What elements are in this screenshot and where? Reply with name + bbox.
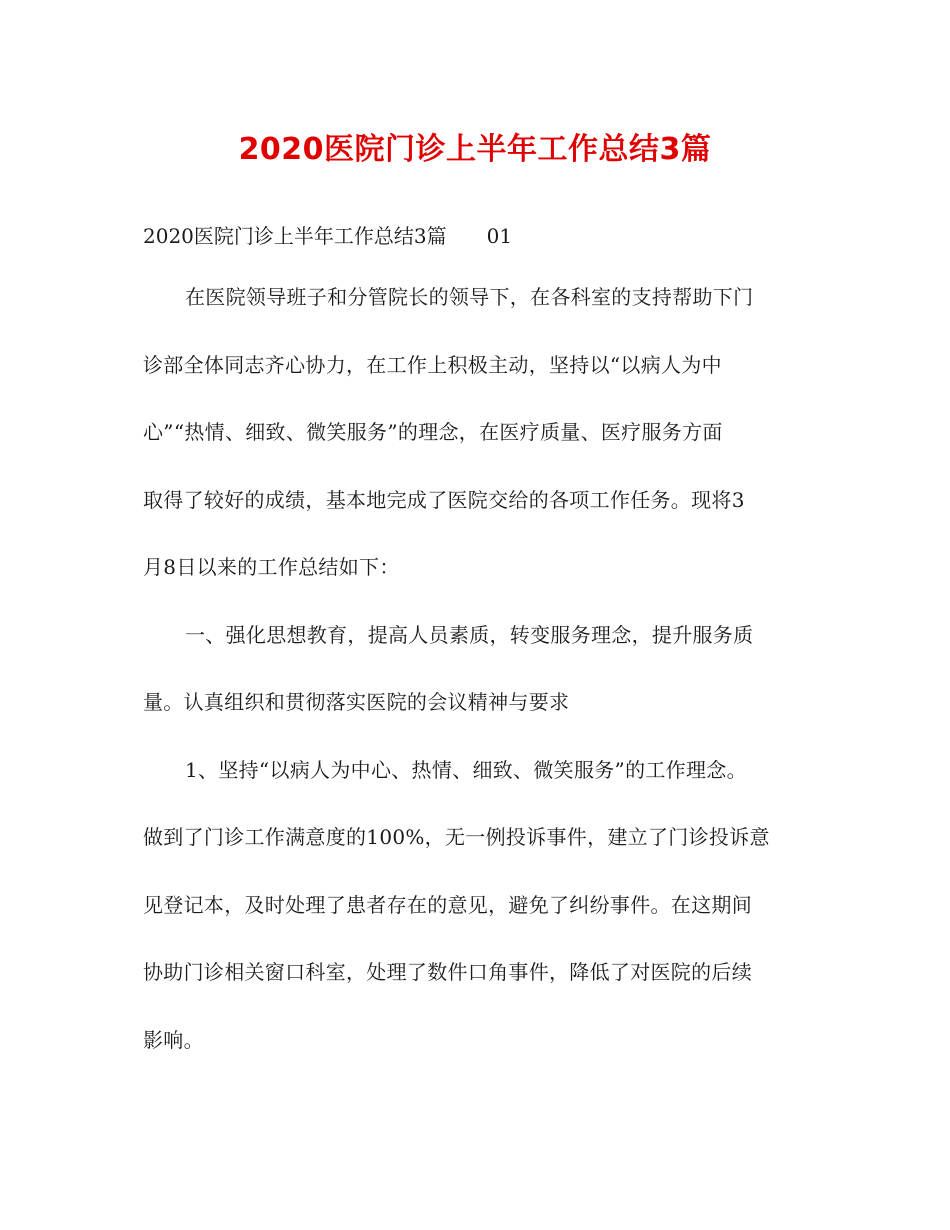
text-line: 在医院领导班子和分管院长的领导下，在各科室的支持帮助下门 xyxy=(185,285,754,309)
text-line: 心”“热情、细致、微笑服务”的理念，在医疗质量、医疗服务方面 xyxy=(143,420,723,444)
text-line: 做到了门诊工作满意度的100%，无一例投诉事件，建立了门诊投诉意 xyxy=(143,825,770,849)
text-line: 见登记本，及时处理了患者存在的意见，避免了纠纷事件。在这期间 xyxy=(143,892,752,917)
text-line: 影响。 xyxy=(143,1027,204,1052)
text-line: 一、强化思想教育，提高人员素质，转变服务理念，提升服务质 xyxy=(185,622,754,647)
document-subtitle: 2020医院门诊上半年工作总结3篇 01 xyxy=(143,224,513,248)
text-line: 1、坚持“以病人为中心、热情、细致、微笑服务”的工作理念。 xyxy=(185,757,747,782)
text-line: 取得了较好的成绩，基本地完成了医院交给的各项工作任务。现将3 xyxy=(143,487,745,512)
document-body xyxy=(143,272,813,1082)
text-line: 诊部全体同志齐心协力，在工作上积极主动，坚持以“以病人为中 xyxy=(143,352,722,377)
text-line: 月8日以来的工作总结如下： xyxy=(143,555,400,579)
text-line: 量。认真组织和贯彻落实医院的会议精神与要求 xyxy=(143,690,570,714)
text-line: 协助门诊相关窗口科室，处理了数件口角事件，降低了对医院的后续 xyxy=(143,960,752,984)
document-title: 2020医院门诊上半年工作总结3篇 xyxy=(238,132,712,167)
